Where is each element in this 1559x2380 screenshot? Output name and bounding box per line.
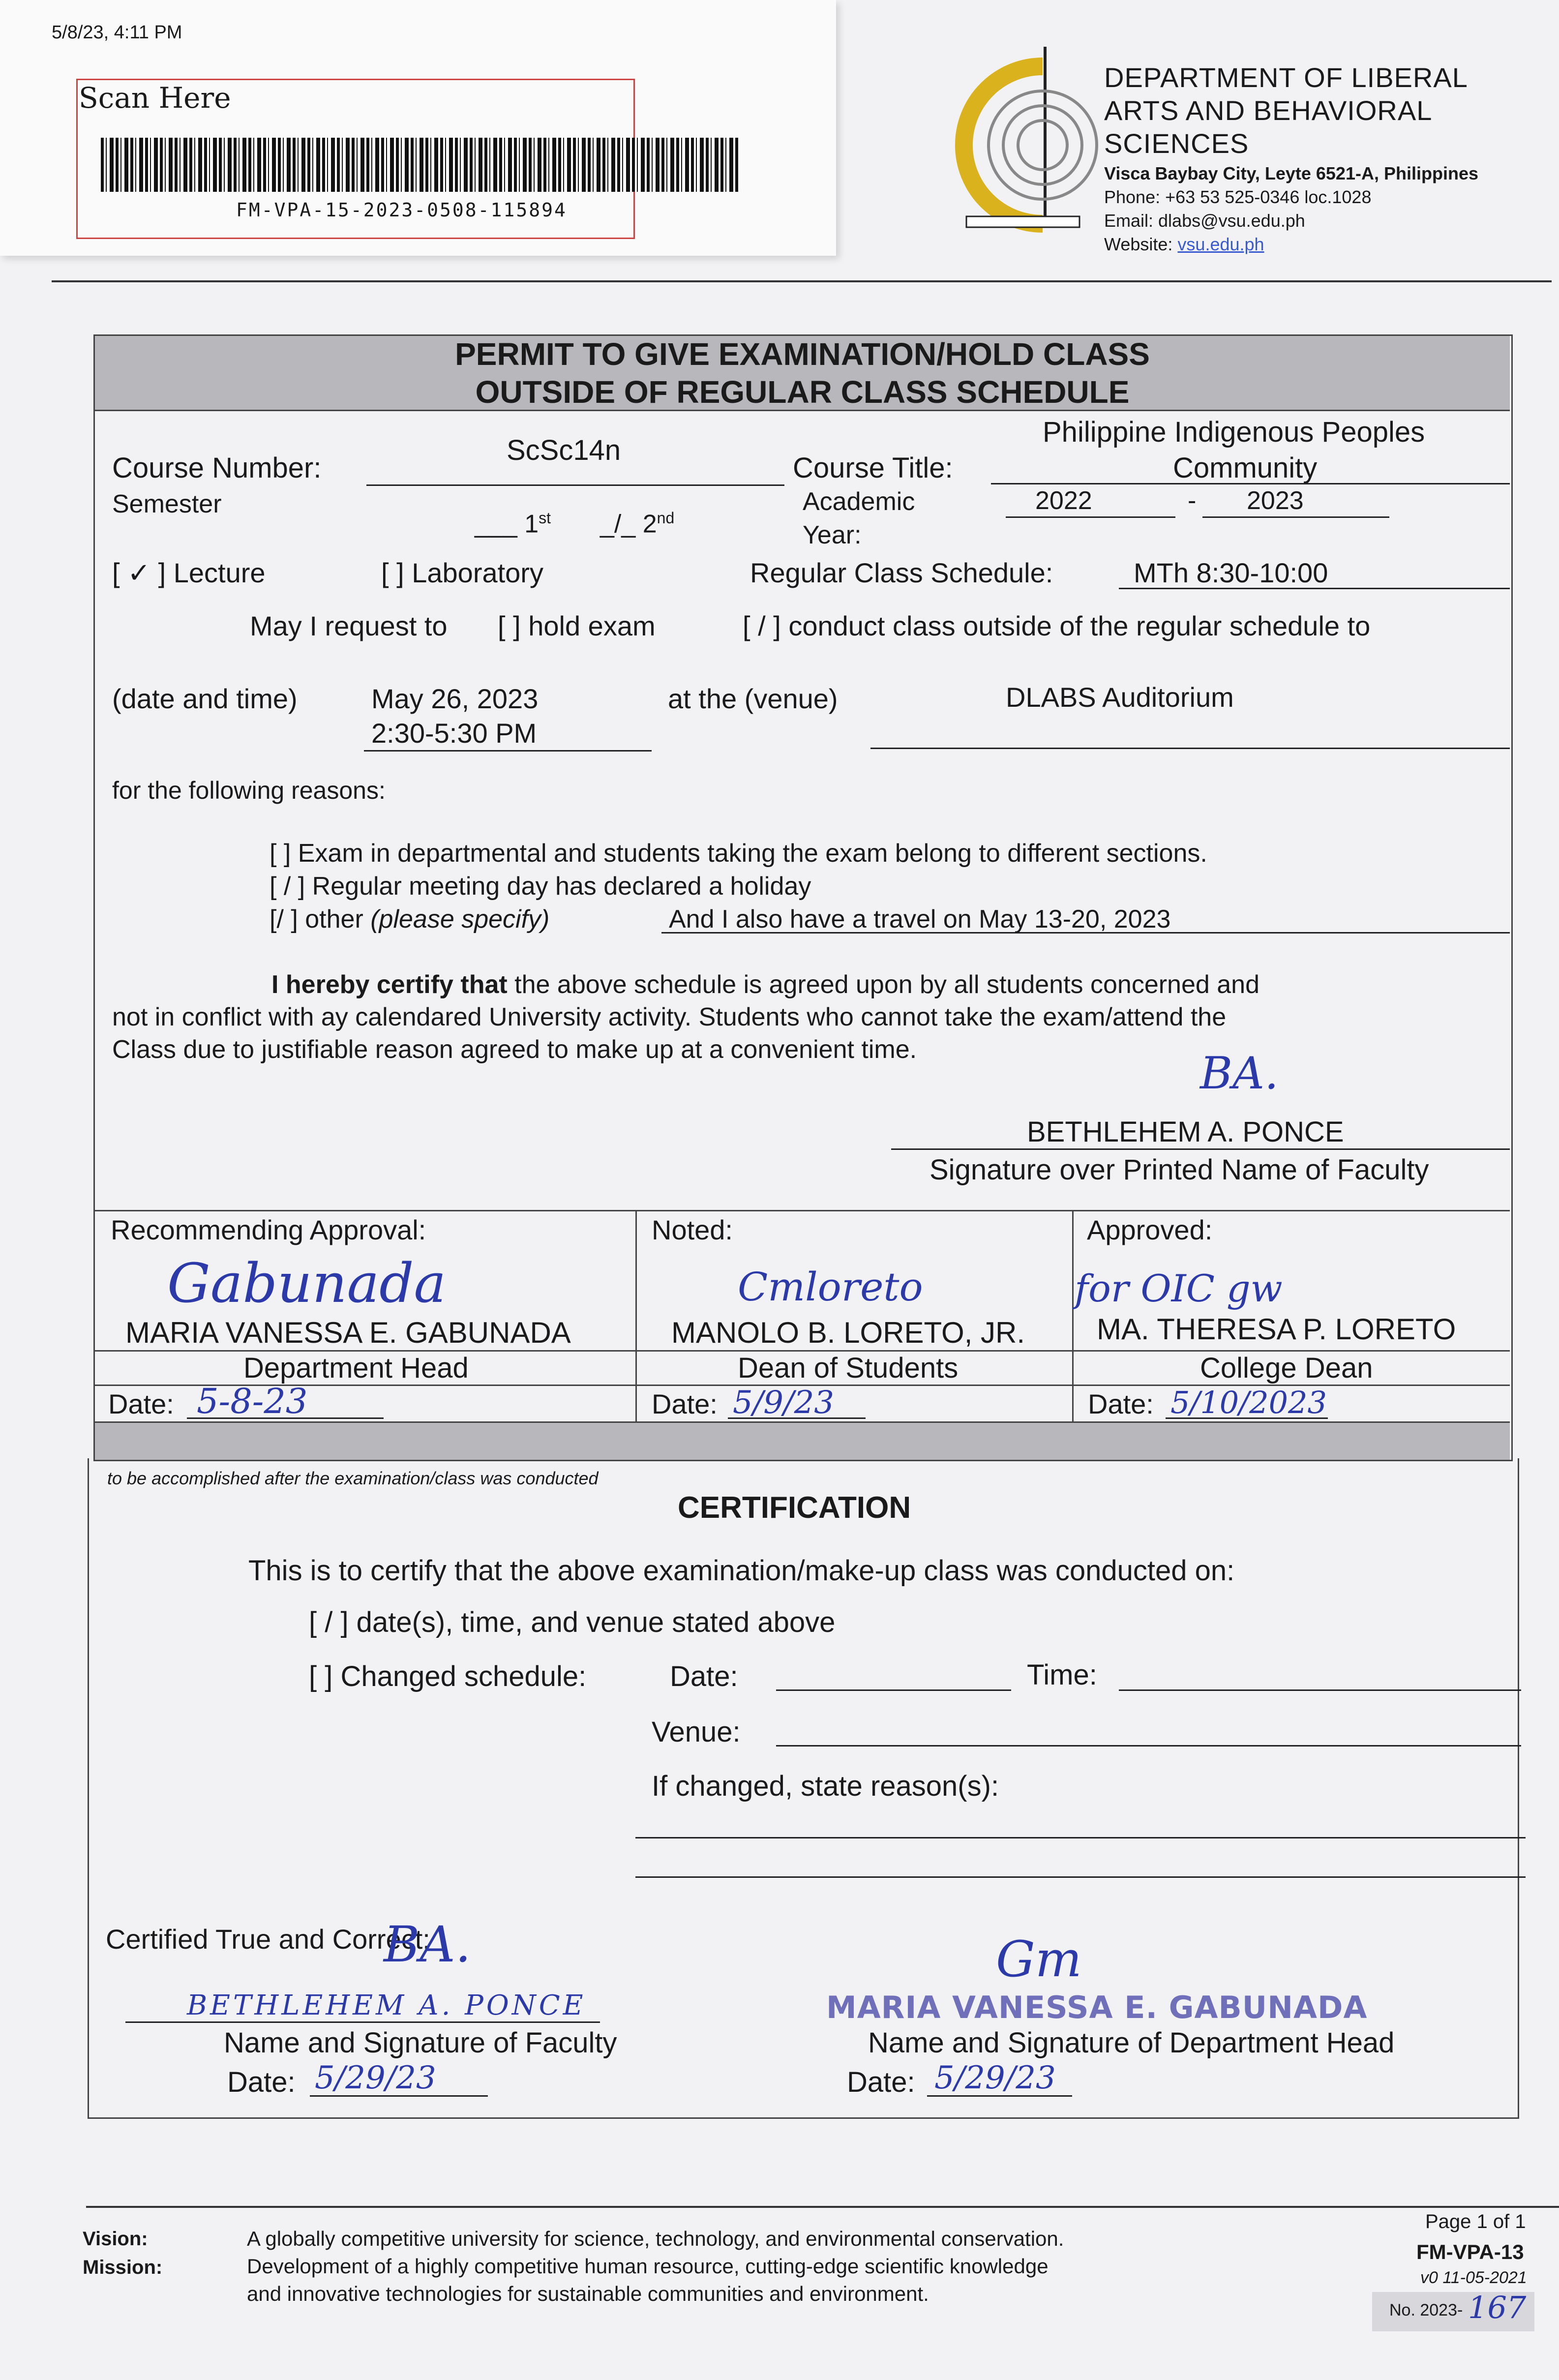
sem2-sup: nd [657, 509, 675, 527]
academic-year-start: 2022 [1035, 486, 1092, 515]
loreto-date: 5/10/2023 [1170, 1385, 1327, 1420]
reason-line1 [635, 1837, 1526, 1838]
ay-end-line [1202, 516, 1389, 518]
page-number: Page 1 of 1 [1425, 2211, 1526, 2232]
regular-schedule-label: Regular Class Schedule: [750, 557, 1053, 588]
website-link[interactable]: vsu.edu.ph [1177, 234, 1264, 254]
loreto-jr-date-line [728, 1417, 866, 1419]
option-changed-schedule[interactable]: [ ] Changed schedule: [309, 1660, 587, 1692]
certified-true-label: Certified True and Correct: [106, 1924, 430, 1955]
cert-head-stamp: MARIA VANESSA E. GABUNADA [826, 1989, 1368, 2025]
vision-text: A globally competitive university for science, technology, and environmental conservation. [247, 2227, 1064, 2250]
certify-line3: Class due to justifiable reason agreed to make up at a convenient time. [112, 1035, 917, 1064]
cert-faculty-signature-line [125, 2021, 600, 2023]
reason-other-specify: (please specify) [370, 905, 550, 934]
request-prefix: May I request to [250, 610, 448, 641]
certify-line1 [271, 970, 1259, 999]
certify-bold: I hereby certify that [271, 970, 508, 999]
gabunada-signature: Gabunada [167, 1252, 447, 1315]
academic-year-label1: Academic [803, 487, 915, 516]
approvals-bottom-gray [95, 1421, 1510, 1460]
reason-other-prefix: [/ ] other [270, 905, 363, 934]
loreto-jr-role: Dean of Students [738, 1352, 959, 1384]
cert-faculty-date-line [310, 2095, 488, 2097]
course-number-line [366, 484, 784, 486]
regular-schedule-value: MTh 8:30-10:00 [1134, 557, 1328, 588]
gabunada-date-line [187, 1417, 384, 1419]
loreto-jr-date-label: Date: [652, 1388, 718, 1419]
dept-address: Visca Baybay City, Leyte 6521-A, Philippines [1104, 163, 1478, 183]
requested-time: 2:30-5:30 PM [371, 718, 537, 749]
laboratory-checkbox[interactable]: [ ] Laboratory [381, 557, 543, 588]
header-divider [52, 280, 1552, 282]
form-title-line2: OUTSIDE OF REGULAR CLASS SCHEDULE [475, 374, 1130, 410]
approved-header: Approved: [1087, 1214, 1213, 1245]
loreto-jr-signature: Cmloreto [738, 1264, 923, 1310]
date-time-label: (date and time) [112, 683, 298, 714]
changed-time-label: Time: [1027, 1659, 1097, 1691]
cert-faculty-signature-name: BETHLEHEM A. PONCE [187, 1989, 586, 2021]
sem1-text: ___ 1 [475, 510, 539, 539]
option-stated-schedule[interactable]: [ / ] date(s), time, and venue stated above [309, 1606, 836, 1638]
sem1-sup: st [539, 509, 551, 527]
cert-faculty-caption: Name and Signature of Faculty [224, 2027, 617, 2059]
faculty-signature-line [891, 1148, 1510, 1150]
dept-website [1104, 234, 1264, 255]
scan-here-label: Scan Here [79, 81, 231, 115]
faculty-printed-name: BETHLEHEM A. PONCE [1027, 1116, 1344, 1148]
mission-text-line2: and innovative technologies for sustainable communities and environment. [247, 2282, 929, 2305]
venue-value: DLABS Auditorium [1006, 682, 1234, 713]
dept-phone: Phone: +63 53 525-0346 loc.1028 [1104, 187, 1372, 207]
ay-start-line [1006, 516, 1175, 518]
gabunada-role: Department Head [243, 1352, 469, 1384]
cert-faculty-date-label: Date: [227, 2066, 296, 2098]
cert-head-date: 5/29/23 [934, 2060, 1056, 2096]
semester-label: Semester [112, 490, 222, 518]
reasons-label: for the following reasons: [112, 777, 386, 804]
hold-exam-checkbox[interactable]: [ ] hold exam [498, 610, 656, 641]
sem2-text: _/_ 2 [600, 510, 657, 539]
barcode-number: FM-VPA-15-2023-0508-115894 [236, 199, 567, 221]
vision-label: Vision: [83, 2228, 148, 2250]
certification-statement: This is to certify that the above examination/make-up class was conducted on: [248, 1555, 1235, 1587]
course-title-line [991, 483, 1510, 484]
reason-holiday[interactable]: [ / ] Regular meeting day has declared a holiday [270, 872, 811, 901]
course-number-label: Course Number: [112, 452, 322, 484]
semester-second [600, 509, 674, 539]
approvals-top-border [95, 1210, 1510, 1211]
changed-venue-line [776, 1745, 1521, 1747]
course-title-label: Course Title: [793, 452, 953, 484]
reason-other[interactable] [270, 904, 549, 934]
lecture-checkbox[interactable]: [ ✓ ] Lecture [112, 557, 266, 588]
certify-line2: not in conflict with ay calendared University activity. Students who cannot take the exam/attend the [112, 1003, 1227, 1031]
number-value: 167 [1468, 2290, 1527, 2325]
venue-label: at the (venue) [668, 683, 838, 714]
mission-label: Mission: [83, 2257, 163, 2278]
loreto-date-line [1166, 1417, 1328, 1419]
loreto-signature: for OIC gw [1075, 1266, 1283, 1310]
loreto-date-label: Date: [1088, 1388, 1154, 1419]
changed-date-label: Date: [670, 1660, 738, 1692]
changed-reason-label: If changed, state reason(s): [652, 1770, 999, 1802]
date-time-line [364, 750, 652, 752]
cert-head-initials: Gm [996, 1930, 1082, 1988]
approvals-divider2 [1072, 1210, 1074, 1421]
certification-note: to be accomplished after the examination/class was conducted [107, 1468, 599, 1488]
gabunada-date-label: Date: [108, 1388, 174, 1419]
loreto-jr-name: MANOLO B. LORETO, JR. [671, 1316, 1025, 1349]
reason-departmental[interactable]: [ ] Exam in departmental and students taking the exam belong to different sections. [270, 839, 1207, 868]
cert-head-date-line [927, 2095, 1072, 2097]
loreto-jr-date: 5/9/23 [733, 1385, 834, 1421]
print-timestamp: 5/8/23, 4:11 PM [52, 22, 182, 43]
barcode [101, 138, 740, 192]
recommending-approval-header: Recommending Approval: [111, 1214, 426, 1245]
faculty-caption: Signature over Printed Name of Faculty [929, 1154, 1429, 1186]
loreto-name: MA. THERESA P. LORETO [1097, 1313, 1456, 1346]
course-title-line1: Philippine Indigenous Peoples [1043, 416, 1425, 448]
approvals-divider1 [635, 1210, 637, 1421]
website-label: Website: [1104, 234, 1173, 254]
faculty-initials-signature: BA. [1200, 1048, 1279, 1099]
form-version: v0 11-05-2021 [1420, 2268, 1527, 2287]
venue-line [870, 748, 1510, 749]
reason-line2 [635, 1876, 1526, 1878]
footer-divider [86, 2206, 1559, 2208]
cert-faculty-date: 5/29/23 [315, 2060, 436, 2096]
noted-header: Noted: [652, 1214, 733, 1245]
changed-venue-label: Venue: [652, 1716, 741, 1748]
certification-title: CERTIFICATION [678, 1491, 911, 1525]
dept-name-line3: SCIENCES [1104, 128, 1249, 159]
reason-other-line [661, 932, 1510, 934]
form-code: FM-VPA-13 [1416, 2240, 1524, 2263]
dept-name-line1: DEPARTMENT OF LIBERAL [1104, 62, 1468, 93]
regular-schedule-line [1119, 588, 1510, 589]
academic-year-end: 2023 [1247, 486, 1304, 515]
requested-date: May 26, 2023 [371, 683, 539, 714]
dept-name-line2: ARTS AND BEHAVIORAL [1104, 95, 1433, 126]
course-number-value: ScSc14n [507, 434, 621, 466]
cert-head-caption: Name and Signature of Department Head [868, 2027, 1395, 2059]
changed-time-line [1119, 1689, 1521, 1691]
department-logo-icon [937, 37, 1099, 234]
conduct-class-checkbox[interactable]: [ / ] conduct class outside of the regular schedule to [743, 610, 1371, 641]
reason-other-value: And I also have a travel on May 13-20, 2023 [669, 905, 1171, 934]
changed-date-line [776, 1689, 1011, 1691]
certify-text1: the above schedule is agreed upon by all students concerned and [507, 970, 1260, 999]
cert-head-date-label: Date: [847, 2066, 915, 2098]
gabunada-name: MARIA VANESSA E. GABUNADA [125, 1316, 571, 1349]
dept-email: Email: dlabs@vsu.edu.ph [1104, 211, 1305, 231]
academic-year-label2: Year: [803, 521, 862, 549]
semester-first [475, 509, 551, 539]
course-title-line2: Community [1173, 452, 1318, 484]
cert-faculty-initials: BA. [384, 1916, 471, 1973]
academic-year-dash: - [1188, 486, 1197, 515]
form-title-line1: PERMIT TO GIVE EXAMINATION/HOLD CLASS [455, 336, 1150, 372]
mission-text-line1: Development of a highly competitive human resource, cutting-edge scientific knowledge [247, 2255, 1049, 2278]
number-label: No. 2023- [1389, 2301, 1463, 2320]
loreto-role: College Dean [1200, 1352, 1373, 1384]
gabunada-date: 5-8-23 [197, 1381, 308, 1421]
